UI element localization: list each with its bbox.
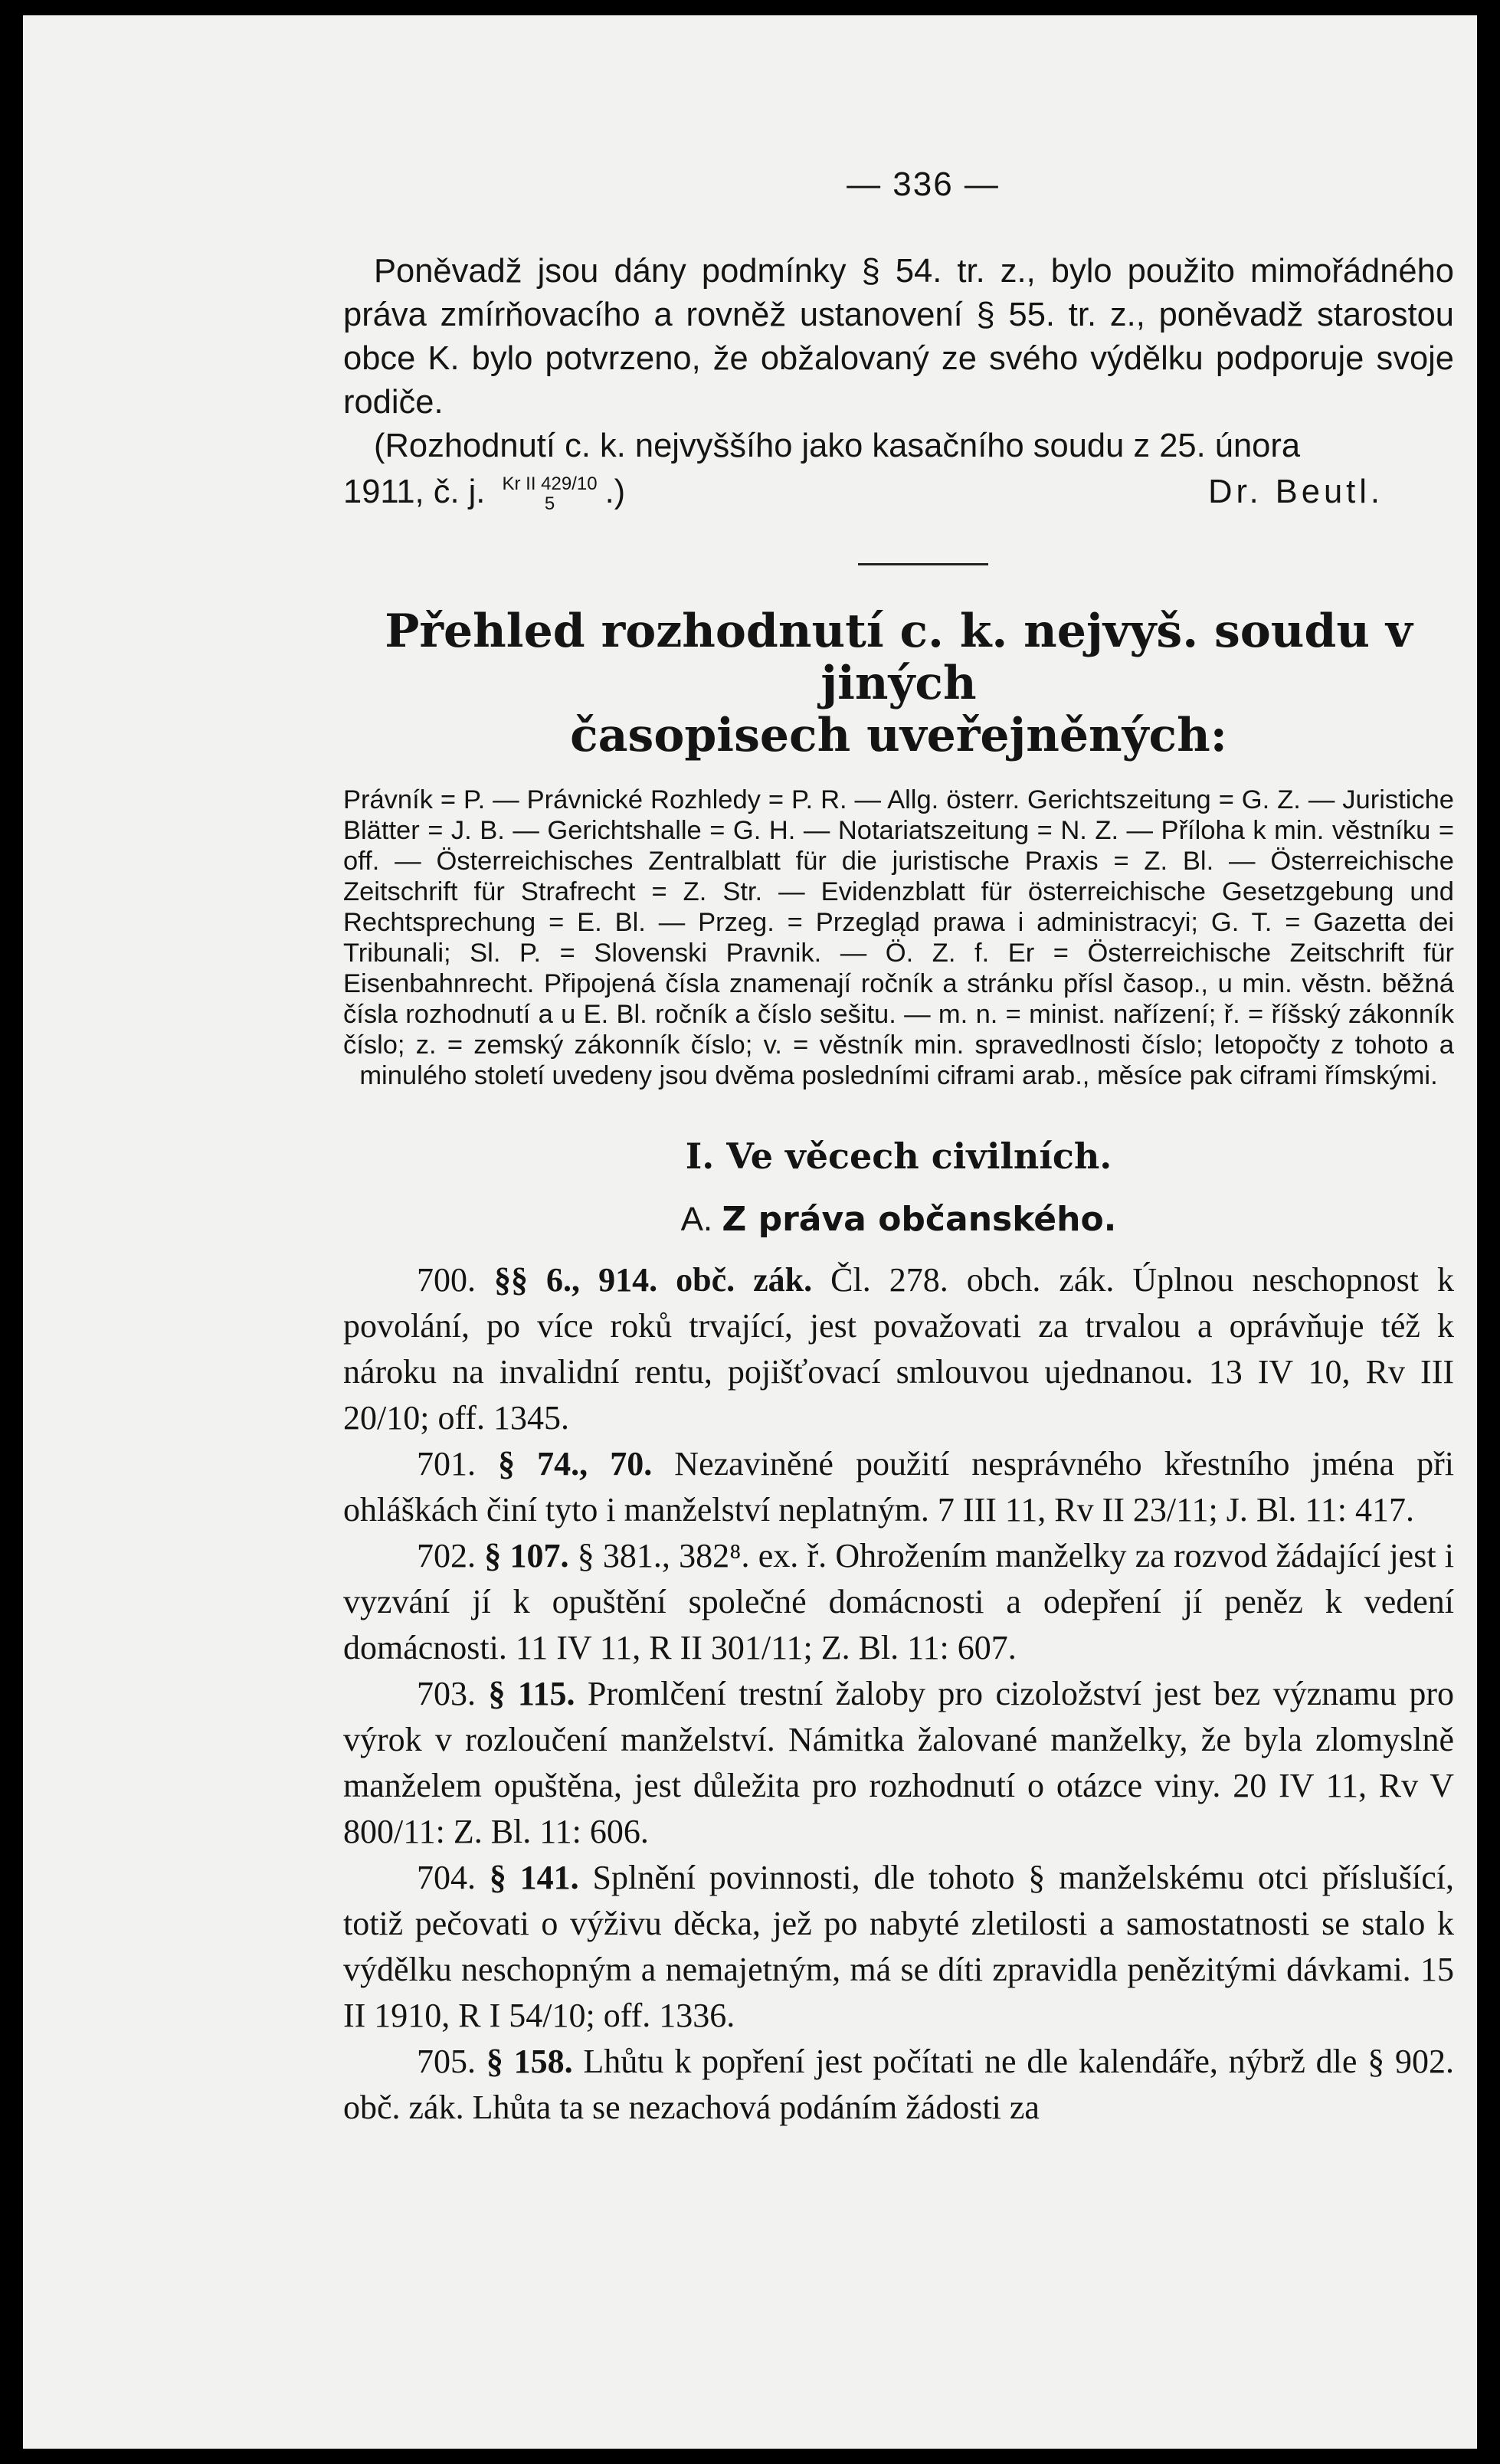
- citation-fraction: [502, 474, 597, 514]
- entry-reference: § 107.: [484, 1537, 569, 1574]
- entry-text: Lhůtu k popření jest počítati ne dle kalendáře, nýbrž dle § 902. obč. zák. Lhůta ta se nezachová podáním žádosti za: [343, 2043, 1455, 2126]
- intro-paragraph: Poněvadž jsou dány podmínky § 54. tr. z., bylo použito mimořádného práva zmírňovacího a rovněž ustanovení § 55. tr. z., poněvadž starostou obce K. bylo potvrzeno, že obžalovaný ze svého výdělku podporuje svoje rodiče.: [343, 253, 1454, 421]
- entries-list: [343, 1257, 1454, 2131]
- entry-reference: § 115.: [488, 1675, 575, 1712]
- entry-reference: § 74., 70.: [498, 1445, 653, 1483]
- entry-number: 703.: [417, 1675, 476, 1712]
- subsection-prefix: A.: [680, 1201, 713, 1238]
- page-content: [343, 165, 1454, 2131]
- entry-item: [343, 2039, 1454, 2131]
- section-heading: I. Ve věcech civilních.: [685, 1135, 1112, 1177]
- entry-text: § 381., 382⁸. ex. ř. Ohrožením manželky za rozvod žádající jest i vyzvání jí k opuštění společné domácnosti a odepření jí peněz k vedení domácnosti. 11 IV 11, R II 301/11; Z. Bl. 11: 607.: [343, 1537, 1455, 1666]
- author-signature: Dr. Beutl.: [1208, 473, 1384, 510]
- citation-year: 1911, č. j.: [343, 473, 486, 510]
- entry-text: Promlčení trestní žaloby pro cizoložství jest bez významu pro výrok v rozloučení manželství. Námitka žalované manželky, že byla zlomyslně manželem opuštěna, jest důležita pro rozhodnutí o otázce viny. 20 IV 11, Rv V 800/11: Z. Bl. 11: 606.: [343, 1675, 1454, 1850]
- entry-item: [343, 1533, 1454, 1671]
- subsection-title: Z práva občanského.: [722, 1200, 1117, 1239]
- subsection-heading: [343, 1200, 1454, 1239]
- entry-item: [343, 1855, 1454, 2039]
- entry-number: 705.: [417, 2043, 476, 2080]
- entry-number: 704.: [417, 1859, 476, 1896]
- citation-fraction-bottom: 5: [544, 493, 555, 514]
- section-divider: [858, 563, 988, 565]
- entry-reference: § 158.: [486, 2043, 573, 2080]
- overview-title-line2: časopisech uveřejněných:: [570, 709, 1227, 762]
- entry-item: [343, 1257, 1454, 1441]
- abbreviations-paragraph: Právník = P. — Právnické Rozhledy = P. R. — Allg. österr. Gerichtszeitung = G. Z. — Juristiche Blätter = J. B. — Gerichtshalle = G. H. — Notariatszeitung = N. Z. — Příloha k min. věstníku = off. — Österreichisches Zentralblatt für die juristische Praxis = Z. Bl. — Österreichische Zeitschrift für Strafrecht = Z. Str. — Evidenzblatt für österreichische Gesetzgebung und Rechtsprechung = E. Bl. — Przeg. = Przegląd prawa i administracyi; G. T. = Gazetta dei Tribunali; Sl. P. = Slovenski Pravnik. — Ö. Z. f. Er = Österreichische Zeitschrift für Eisenbahnrecht. Připojená čísla znamenají ročník a stránku přísl časop., u min. věstn. běžná čísla rozhodnutí a u E. Bl. ročník a číslo sešitu. — m. n. = minist. nařízení; ř. = říšský zákonník číslo; z. = zemský zákonník číslo; v. = věstník min. spravedlnosti číslo; letopočty z tohoto a minulého století uvedeny jsou dvěma posledními ciframi arab., měsíce pak ciframi římskými.: [343, 785, 1454, 1090]
- entry-number: 702.: [417, 1537, 476, 1574]
- entry-item: [343, 1671, 1454, 1855]
- entry-item: [343, 1441, 1454, 1533]
- entry-text: Splnění povinnosti, dle tohoto § manželskému otci příslušící, totiž pečovati o výživu děcka, jež po nabyté zletilosti a samostatnosti se stalo k výdělku neschopným a nemajetným, má se díti zpravidla penězitými dávkami. 15 II 1910, R I 54/10; off. 1336.: [343, 1859, 1455, 2034]
- page-number: — 336 —: [847, 165, 1000, 203]
- entry-text: Nezaviněné použití nesprávného křestního jména při ohláškách činí tyto i manželství neplatným. 7 III 11, Rv II 23/11; J. Bl. 11: 417.: [343, 1445, 1455, 1529]
- entry-number: 701.: [417, 1445, 476, 1483]
- citation-ref: [343, 468, 625, 516]
- citation-fraction-top: Kr II 429/10: [502, 473, 598, 494]
- intro-citation: (Rozhodnutí c. k. nejvyššího jako kasačního soudu z 25. února: [374, 428, 1301, 464]
- citation-line: [343, 468, 1454, 516]
- overview-title-line1: Přehled rozhodnutí c. k. nejvyš. soudu v jiných: [385, 605, 1413, 710]
- entry-reference: §§ 6., 914. obč. zák.: [494, 1261, 813, 1299]
- entry-text: Čl. 278. obch. zák. Úplnou neschopnost k povolání, po více roků trvající, jest považovati za trvalou a oprávňuje též k nároku na invalidní rentu, pojišťovací smlouvou ujednanou. 13 IV 10, Rv III 20/10; off. 1345.: [343, 1261, 1455, 1437]
- citation-close: .): [604, 473, 626, 510]
- overview-title: [343, 605, 1454, 762]
- entry-number: 700.: [417, 1261, 476, 1299]
- document-page: [23, 15, 1477, 2449]
- entry-reference: § 141.: [489, 1859, 579, 1896]
